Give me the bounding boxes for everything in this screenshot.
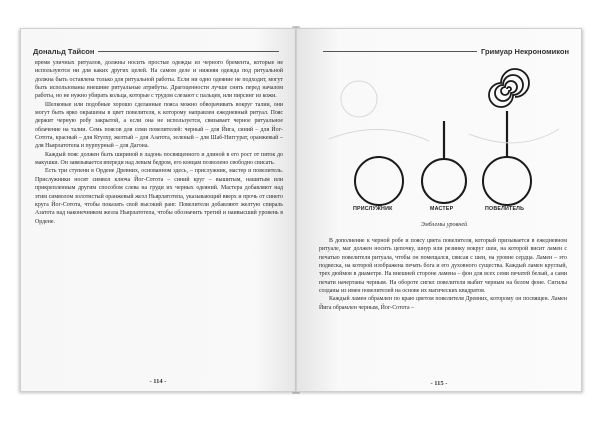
master-label: МАСТЕР	[430, 206, 454, 212]
paragraph: Шелковые или подобные хорошо сделанные пояса можно обворачивать вокруг талии, они могут быть ярко окрашены в цвет повелителя, к которому направлен ежедневный ритуал. Пояс держит черную робу закрытой, а если она не используется, связывает черное ритуальное облачение на талии. Семь поясов для семи повелителей: черный – для Йига, синий – для Йог-Сотота, красный – для Ктулху, желтый – для Азатота, зеленый – для Шаб-Ниггурат, оранжевый – для Ньярлатотепа и пурпурный – для Дагона.	[35, 101, 283, 150]
paragraph: Есть три ступени в Ордене Древних, основанном здесь, – прислужник, мастер и повелитель. Прислужники носят символ ключа Йог-Сотота – синий круг – вышитым, нашитым или прикрепленным другим способом слева на груди их черных одеяний. Мастера добавляют над этим символом золотистый оранжевый жезл Ньярлатотепа, указывающий вверх и прочь от синего круга Йог-Сотота, чтобы показать свой высокий ранг. Повелители добавляют желтую спираль Азатота над наконечником жезла Ньярлатотепа, чтобы обозначить третий и наивысший уровень в Ордене.	[35, 168, 283, 225]
right-page	[296, 28, 582, 392]
paragraph: время уличных ритуалов, должны носить простые одежды из черного бремента, которые не используются ни для каких других целей. На самом деле и нижняя одежда под ритуальной должна быть оставлена только для ритуальной работы. Если ни одно одеяние не подходит, могут быть использованы внешние ритуальные атрибуты. Драгоценности лучше снять перед началом работы, но не нужно убирать кольца, которые с трудом слезают с пальцев, или пирсинг из кожи.	[35, 60, 283, 100]
left-body-text	[35, 59, 283, 226]
right-page-number: - 115 -	[430, 380, 448, 387]
right-header-title: Гримуар Некрономикон	[481, 47, 569, 56]
paragraph: Каждый ламен обрамлен по краю цветом повелителя Древних, которому он посвящен. Ламен Йига обрамлен черным, Йог-Сотота –	[319, 296, 567, 311]
left-running-header	[33, 47, 283, 56]
servant-label: ПРИСЛУЖНИК	[353, 206, 393, 212]
paragraph: Каждый пояс должен быть шириной в ладонь посвященного и длиной в его рост от пяток до макушки. Он завязывается впереди над левым бедром, его концам позволено свободно свисать.	[35, 151, 283, 167]
master-key-circle-icon	[422, 159, 466, 203]
figure-caption: Эмблемы уровней	[420, 221, 468, 228]
rank-emblems-figure	[319, 59, 569, 231]
lord-spiral-icon	[489, 69, 529, 107]
left-page-number: - 114 -	[149, 378, 167, 385]
paragraph: В дополнение к черной робе и поясу цвета повелителя, который призывается в ежедневном ритуале, маг должен носить цепочку, шнур или резинку вокруг шеи, на которой висит ламен с печатью повелителя ритуала, чтобы он помещался, свисая с шеи, на уровне сердца. Ламен – это подвеска, на которой изображена печать бога и его духовного существа. Каждый ламен круглый, трех дюймов в диаметре. На внешней стороне ламена – фон для всех семи печатей белый, а сами печати начертаны черным. На обороте сигил повелителя выбит черным на белом фоне. Сигилы созданы из имен повелителей на основе их магических квадратов.	[319, 238, 567, 295]
servant-key-circle-icon	[355, 157, 403, 205]
left-page	[20, 28, 296, 392]
lord-label: ПОВЕЛИТЕЛЬ	[485, 206, 525, 212]
header-rule	[323, 51, 477, 52]
lord-key-circle-icon	[483, 157, 531, 205]
left-header-title: Дональд Тайсон	[33, 47, 95, 56]
header-rule	[98, 51, 279, 52]
rank-emblems-drawing	[319, 59, 569, 219]
right-body-text	[319, 237, 567, 312]
right-running-header	[319, 47, 569, 56]
